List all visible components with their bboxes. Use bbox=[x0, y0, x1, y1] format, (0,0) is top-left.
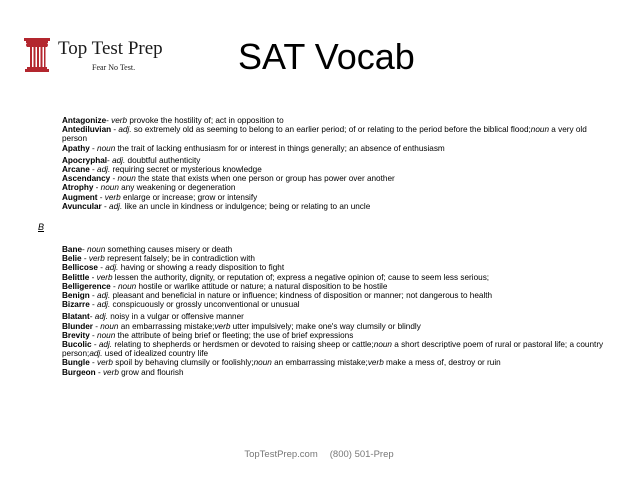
vocab-word: Bizarre bbox=[62, 300, 90, 310]
vocab-entry bbox=[62, 156, 602, 165]
separator: - bbox=[95, 367, 103, 377]
vocab-word: Ascendancy bbox=[62, 174, 111, 184]
vocab-word: Apathy bbox=[62, 143, 90, 153]
separator: - bbox=[97, 192, 105, 202]
part-of-speech: verb bbox=[102, 367, 119, 377]
separator: - bbox=[89, 272, 97, 282]
definition: grow and flourish bbox=[118, 367, 184, 377]
part-of-speech: noun bbox=[373, 340, 392, 350]
vocab-word: Antediluvian bbox=[62, 125, 112, 135]
part-of-speech: adj. bbox=[109, 201, 123, 211]
separator: - bbox=[97, 263, 106, 273]
separator: - bbox=[89, 165, 98, 175]
vocab-entry bbox=[62, 183, 602, 192]
separator: - bbox=[81, 254, 89, 264]
definition: a very old person bbox=[62, 125, 587, 144]
vocab-word: Bellicose bbox=[62, 263, 98, 273]
part-of-speech: adj. bbox=[97, 291, 111, 301]
vocab-entry bbox=[62, 300, 610, 309]
part-of-speech: verb bbox=[367, 358, 384, 368]
definition: used of idealized country life bbox=[102, 349, 209, 359]
part-of-speech: verb bbox=[111, 116, 128, 125]
vocab-word: Brevity bbox=[62, 330, 90, 340]
separator: - bbox=[89, 143, 98, 153]
vocab-word: Belligerence bbox=[62, 281, 111, 291]
vocab-entry bbox=[62, 282, 610, 291]
vocab-entry bbox=[62, 322, 610, 331]
separator: - bbox=[93, 183, 101, 193]
separator: - bbox=[89, 312, 95, 322]
vocab-entry bbox=[62, 193, 602, 202]
vocab-entry bbox=[62, 263, 610, 272]
logo-title: Top Test Prep bbox=[58, 38, 163, 59]
definition: an embarrassing mistake; bbox=[271, 358, 368, 368]
definition: enlarge or increase; grow or intensify bbox=[120, 192, 258, 202]
part-of-speech: verb bbox=[104, 192, 121, 202]
part-of-speech: noun bbox=[117, 174, 136, 184]
separator: - bbox=[110, 174, 118, 184]
vocab-entry bbox=[62, 368, 610, 377]
vocab-entry bbox=[62, 202, 602, 211]
definition: relating to shepherds or herdsmen or devoted to raising sheep or cattle; bbox=[112, 340, 374, 350]
part-of-speech: adj. bbox=[105, 263, 119, 273]
definition: pleasant and beneficial in nature or influence; kindness of disposition or manner; not dangerous to health bbox=[110, 291, 493, 301]
section-a-list bbox=[62, 116, 602, 211]
definition: lessen the authority, dignity, or reputation of; express a negative opinion of; cause to seem less serious; bbox=[112, 272, 490, 282]
vocab-word: Antagonize bbox=[62, 116, 107, 125]
definition: hostile or warlike attitude or nature; a natural disposition to be hostile bbox=[136, 281, 388, 291]
separator: - bbox=[89, 300, 98, 310]
vocab-word: Arcane bbox=[62, 165, 90, 175]
vocab-entry bbox=[62, 358, 610, 367]
part-of-speech: verb bbox=[214, 321, 231, 331]
vocab-word: Blatant bbox=[62, 312, 90, 322]
part-of-speech: noun bbox=[117, 281, 137, 291]
vocab-entry bbox=[62, 125, 602, 143]
part-of-speech: adj. bbox=[89, 349, 103, 359]
footer bbox=[0, 449, 638, 460]
vocab-word: Belie bbox=[62, 254, 82, 264]
definition: any weakening or degeneration bbox=[118, 183, 236, 193]
definition: noisy in a vulgar or offensive manner bbox=[107, 312, 244, 322]
definition: so extremely old as seeming to belong to an earlier period; of or relating to the period before the biblical flood; bbox=[131, 125, 531, 135]
part-of-speech: noun bbox=[97, 143, 116, 153]
vocab-word: Bungle bbox=[62, 358, 90, 368]
part-of-speech: noun bbox=[253, 358, 272, 368]
vocab-word: Augment bbox=[62, 192, 98, 202]
definition: the state that exists when one person or group has power over another bbox=[135, 174, 395, 184]
logo-tagline: Fear No Test. bbox=[92, 63, 136, 72]
part-of-speech: adj. bbox=[94, 312, 108, 322]
separator: - bbox=[110, 281, 118, 291]
definition: the attribute of being brief or fleeting; the use of brief expressions bbox=[115, 330, 354, 340]
vocab-entry bbox=[62, 291, 610, 300]
vocab-entry bbox=[62, 340, 610, 358]
separator: - bbox=[89, 358, 98, 368]
part-of-speech: noun bbox=[87, 245, 106, 254]
definition: like an uncle in kindness or indulgence; being or relating to an uncle bbox=[122, 201, 371, 211]
vocab-entry bbox=[62, 245, 610, 254]
footer-site: TopTestPrep.com bbox=[244, 449, 318, 460]
section-b-list bbox=[62, 245, 610, 377]
separator: - bbox=[107, 155, 113, 165]
part-of-speech: adj. bbox=[112, 155, 126, 165]
separator: - bbox=[92, 321, 101, 331]
part-of-speech: verb bbox=[88, 254, 105, 264]
definition: having or showing a ready disposition to fight bbox=[118, 263, 285, 273]
vocab-entry bbox=[62, 331, 610, 340]
part-of-speech: adj. bbox=[97, 300, 111, 310]
separator: - bbox=[89, 291, 98, 301]
section-letter-b: B bbox=[38, 222, 45, 232]
vocab-entry bbox=[62, 144, 602, 153]
page-title: SAT Vocab bbox=[238, 36, 415, 77]
logo bbox=[22, 36, 172, 80]
definition: an embarrassing mistake; bbox=[118, 321, 215, 331]
vocab-word: Benign bbox=[62, 291, 90, 301]
vocab-word: Bane bbox=[62, 245, 83, 254]
separator: - bbox=[101, 201, 110, 211]
part-of-speech: adj. bbox=[98, 340, 113, 350]
part-of-speech: noun bbox=[97, 330, 116, 340]
definition: the trait of lacking enthusiasm for or interest in things generally; an absence of enthusiasm bbox=[115, 143, 445, 153]
definition: utter impulsively; make one's way clumsily or blindly bbox=[230, 321, 421, 331]
definition: doubtful authenticity bbox=[125, 155, 201, 165]
part-of-speech: noun bbox=[100, 183, 119, 193]
separator: - bbox=[89, 330, 98, 340]
part-of-speech: verb bbox=[96, 272, 113, 282]
vocab-word: Belittle bbox=[62, 272, 90, 282]
definition: spoil by behaving clumsily or foolishly; bbox=[112, 358, 254, 368]
vocab-entry bbox=[62, 116, 602, 125]
separator: - bbox=[111, 125, 119, 135]
definition: conspicuously or grossly unconventional or unusual bbox=[110, 300, 300, 310]
vocab-word: Burgeon bbox=[62, 367, 96, 377]
part-of-speech: verb bbox=[97, 358, 113, 368]
part-of-speech: adj. bbox=[118, 125, 132, 135]
part-of-speech: noun bbox=[100, 321, 119, 331]
definition: something causes misery or death bbox=[105, 245, 233, 254]
separator: - bbox=[82, 245, 88, 254]
vocab-entry bbox=[62, 174, 602, 183]
vocab-entry bbox=[62, 254, 610, 263]
vocab-word: Atrophy bbox=[62, 183, 94, 193]
vocab-entry bbox=[62, 165, 602, 174]
definition: provoke the hostility of; act in opposition to bbox=[127, 116, 284, 125]
vocab-word: Bucolic bbox=[62, 340, 92, 350]
vocab-entry bbox=[62, 273, 610, 282]
column-logo-icon bbox=[22, 36, 52, 76]
definition: represent falsely; be in contradiction with bbox=[104, 254, 255, 264]
part-of-speech: noun bbox=[530, 125, 549, 135]
vocab-word: Apocryphal bbox=[62, 155, 108, 165]
definition: a short descriptive poem of rural or pastoral life; a country person; bbox=[62, 340, 604, 359]
vocab-word: Blunder bbox=[62, 321, 93, 331]
part-of-speech: adj. bbox=[97, 165, 111, 175]
separator: - bbox=[91, 340, 99, 350]
vocab-entry bbox=[62, 312, 610, 321]
vocab-word: Avuncular bbox=[62, 201, 102, 211]
definition: make a mess of, destroy or ruin bbox=[383, 358, 501, 368]
footer-phone: (800) 501-Prep bbox=[329, 449, 394, 460]
definition: requiring secret or mysterious knowledge bbox=[110, 165, 262, 175]
separator: - bbox=[106, 116, 112, 125]
